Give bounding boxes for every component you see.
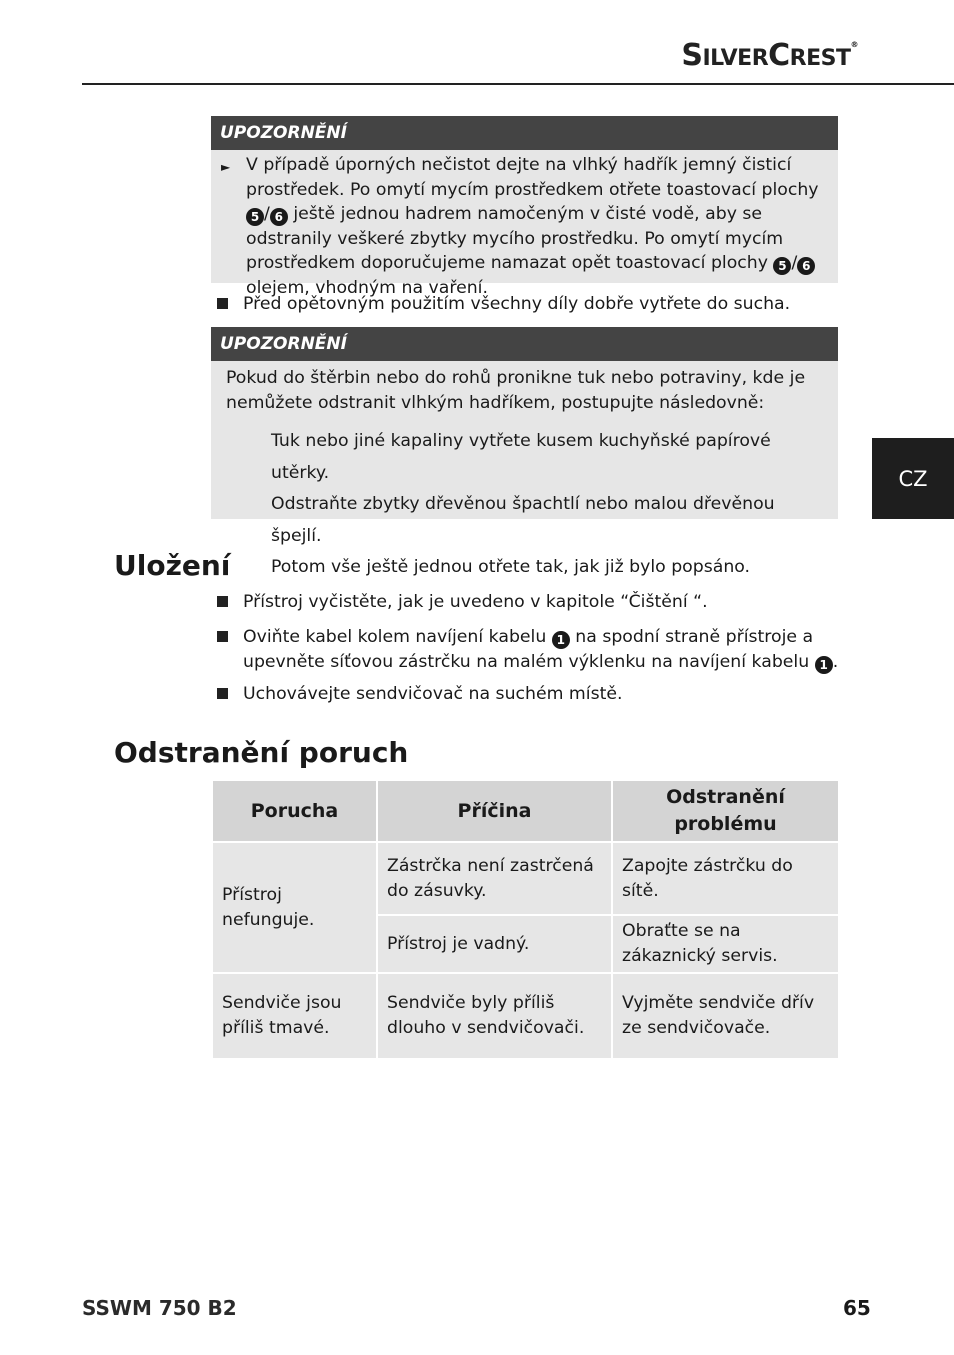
- notice-intro: Pokud do štěrbin nebo do rohů pronikne tuk nebo potraviny, kde je nemůžete odstranit vlhkým hadříkem, postupujte následovně:: [226, 368, 806, 413]
- notice-text-3: olejem, vhodným na vaření.: [246, 277, 488, 298]
- arrow-icon: ►: [221, 160, 231, 174]
- cell-fix: Zapojte zástrčku do sítě.: [612, 842, 839, 915]
- cell-cause: Přístroj je vadný.: [377, 915, 612, 973]
- notice-heading: UPOZORNĚNÍ: [211, 327, 838, 361]
- table-header-row: [212, 780, 839, 842]
- ref-number-5: 5: [246, 208, 264, 226]
- cell-cause: Zástrčka není zastrčená do zásuvky.: [377, 842, 612, 915]
- bullet-item-clean: Přístroj vyčistěte, jak je uvedeno v kapitole “Čištění “.: [217, 590, 842, 615]
- language-tab: CZ: [872, 438, 954, 519]
- column-header-fix: Odstranění problému: [612, 780, 839, 842]
- table-row: [212, 842, 839, 915]
- column-header-problem: Porucha: [212, 780, 377, 842]
- header-rule: [82, 83, 954, 85]
- square-bullet-icon: [217, 688, 228, 699]
- cell-problem: Přístroj nefunguje.: [212, 842, 377, 973]
- slash: /: [791, 253, 798, 274]
- cell-fix: Vyjměte sendviče dřív ze sendvičovače.: [612, 973, 839, 1059]
- section-title-storage: Uložení: [114, 549, 231, 582]
- notice-box-grease: [211, 327, 838, 578]
- footer-page-number: 65: [843, 1296, 871, 1320]
- troubleshooting-table: [211, 779, 840, 1060]
- notice-steps: [226, 426, 828, 584]
- notice-box-cleaning: [211, 116, 838, 298]
- slash: /: [264, 204, 270, 225]
- ref-number-6: 6: [270, 208, 288, 226]
- notice-text-2: ještě jednou hadrem namočeným v čisté vodě, aby se odstranily veškeré zbytky mycího prostředku. Po omytí mycím prostředkem doporučujeme namazat opět toastovací plochy: [246, 204, 784, 274]
- square-bullet-icon: [217, 596, 228, 607]
- notice-body: [211, 361, 838, 584]
- section-title-troubleshooting: Odstranění poruch: [114, 736, 409, 769]
- notice-body: [211, 150, 838, 301]
- cell-cause: Sendviče byly příliš dlouho v sendvičovači.: [377, 973, 612, 1059]
- notice-step: Tuk nebo jiné kapaliny vytřete kusem kuchyňské papírové utěrky.: [271, 431, 771, 483]
- column-header-cause: Příčina: [377, 780, 612, 842]
- cell-fix: Obraťte se na zákaznický servis.: [612, 915, 839, 973]
- table-row: [212, 973, 839, 1059]
- square-bullet-icon: [217, 298, 228, 309]
- cell-problem: Sendviče jsou příliš tmavé.: [212, 973, 377, 1059]
- square-bullet-icon: [217, 631, 228, 642]
- ref-number-1: 1: [552, 631, 570, 649]
- ref-number-6: 6: [797, 257, 815, 275]
- notice-text-1: V případě úporných nečistot dejte na vlhký hadřík jemný čisticí prostředek. Po omytí mycím prostředkem otřete toastovací plochy: [246, 155, 819, 200]
- footer-model-number: SSWM 750 B2: [82, 1296, 237, 1320]
- notice-heading: UPOZORNĚNÍ: [211, 116, 838, 150]
- bullet-item-dry: Před opětovným použitím všechny díly dobře vytřete do sucha.: [217, 292, 842, 317]
- brand-logo: SILVERCREST®: [681, 38, 858, 73]
- ref-number-1: 1: [815, 656, 833, 674]
- bullet-item-keep-dry: Uchovávejte sendvičovač na suchém místě.: [217, 682, 842, 707]
- notice-step: Potom vše ještě jednou otřete tak, jak již bylo popsáno.: [271, 557, 751, 578]
- ref-number-5: 5: [773, 257, 791, 275]
- notice-step: Odstraňte zbytky dřevěnou špachtlí nebo malou dřevěnou špejlí.: [271, 494, 775, 546]
- bullet-item-cable: Oviňte kabel kolem navíjení kabelu 1 na spodní straně přístroje a upevněte síťovou zástrčku na malém výklenku na navíjení kabelu 1 .: [217, 625, 842, 674]
